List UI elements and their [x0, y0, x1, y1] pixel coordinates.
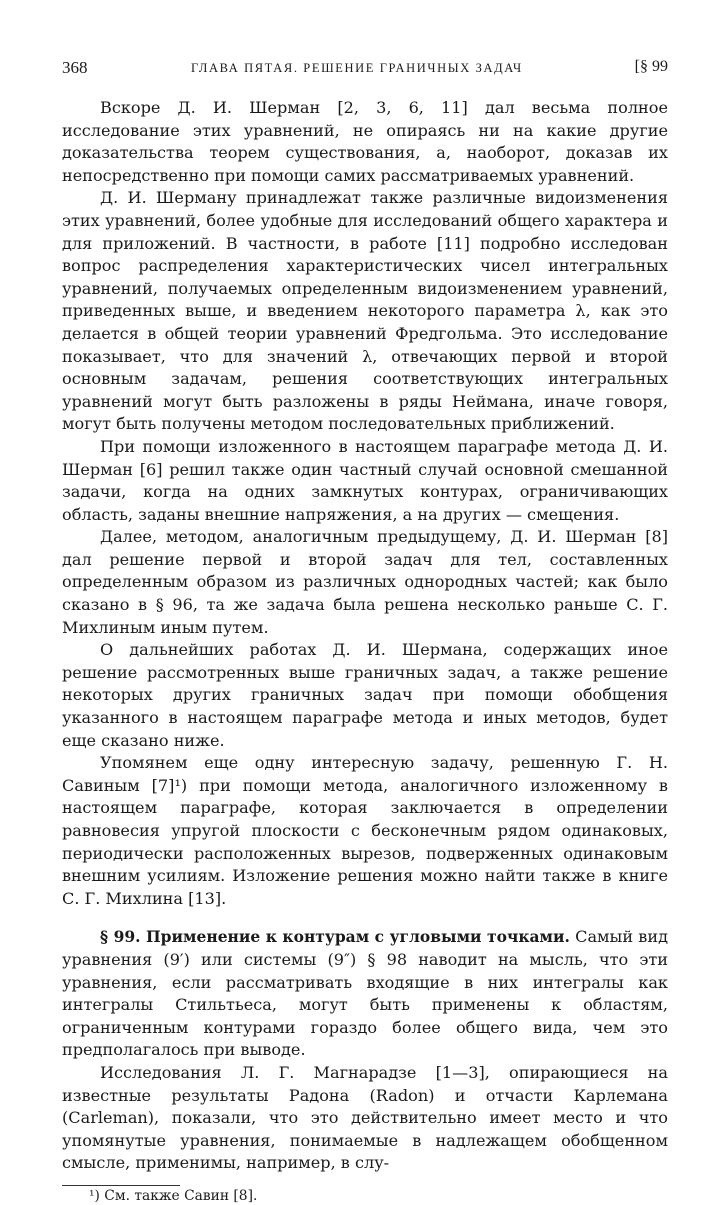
section-reference: [§ 99: [634, 58, 668, 75]
footnote: ¹) См. также Савин [8].: [89, 1187, 258, 1204]
paragraph: Д. И. Шерману принадлежат также различные видоизменения этих уравнений, более удобные для исследований общего характера и для приложений. В частности, в работе [11] подробно исследован вопрос распределения характеристических чисел интегральных уравнений, получаемых определенным видоизменением уравнений, приведенных выше, и введением некоторого параметра λ, как это делается в общей теории уравнений Фредгольма. Это исследование показывает, что для значений λ, отвечающих первой и второй основным задачам, решения соответствующих интегральных уравнений могут быть разложены в ряды Неймана, иначе говоря, могут быть получены методом последовательных приближений.: [62, 188, 668, 434]
paragraph: Исследования Л. Г. Магнарадзе [1—3], опирающиеся на известные результаты Радона (Radon) и отчасти Карлемана (Carleman), показали, что это действительно имеет место и что упомянутые уравнения, понимаемые в надлежащем обобщенном смысле, применимы, например, в слу-: [62, 1062, 668, 1173]
running-title: ГЛАВА ПЯТАЯ. РЕШЕНИЕ ГРАНИЧНЫХ ЗАДАЧ: [191, 61, 523, 75]
running-header: [62, 56, 668, 82]
section-99-paragraph: [62, 926, 668, 1062]
paragraph: Вскоре Д. И. Шерман [2, 3, 6, 11] дал весьма полное исследование этих уравнений, не опираясь ни на какие другие доказательства теорем существования, а, наоборот, доказав их непосредственно при помощи самих рассматриваемых уравнений.: [62, 98, 668, 185]
page-number: 368: [62, 58, 88, 77]
paragraph: Далее, методом, аналогичным предыдущему, Д. И. Шерман [8] дал решение первой и второй задач для тел, составленных определенным образом из различных однородных частей; как было сказано в § 96, та же задача была решена несколько раньше С. Г. Михлиным иным путем.: [62, 527, 668, 637]
section-heading: § 99. Применение к контурам с угловыми точками.: [100, 927, 570, 947]
paragraph: Упомянем еще одну интересную задачу, решенную Г. Н. Савиным [7]¹) при помощи метода, аналогичного изложенному в настоящем параграфе, которая заключается в определении равновесия упругой плоскости с бесконечным рядом одинаковых, периодически расположенных вырезов, подверженных одинаковым внешним усилиям. Изложение решения можно найти также в книге С. Г. Михлина [13].: [62, 753, 668, 908]
paragraph: О дальнейших работах Д. И. Шермана, содержащих иное решение рассмотренных выше граничных задач, а также решение некоторых других граничных задач при помощи обобщения указанного в настоящем параграфе метода и иных методов, будет еще сказано ниже.: [62, 640, 668, 750]
main-text: [62, 97, 668, 1175]
section-paragraph-text: Самый вид уравнения (9′) или системы (9″) § 98 наводит на мысль, что эти уравнения, если рассматривать входящие в них интегралы как интегралы Стильтьеса, могут быть применены к областям, ограниченным контурами гораздо более общего вида, чем это предполагалось при выводе.: [62, 927, 668, 1060]
footnote-divider: [62, 1185, 180, 1186]
book-page: [62, 56, 668, 1205]
paragraph: При помощи изложенного в настоящем параграфе метода Д. И. Шерман [6] решил также один частный случай основной смешанной задачи, когда на одних замкнутых контурах, ограничивающих область, заданы внешние напряжения, а на других — смещения.: [62, 436, 668, 524]
